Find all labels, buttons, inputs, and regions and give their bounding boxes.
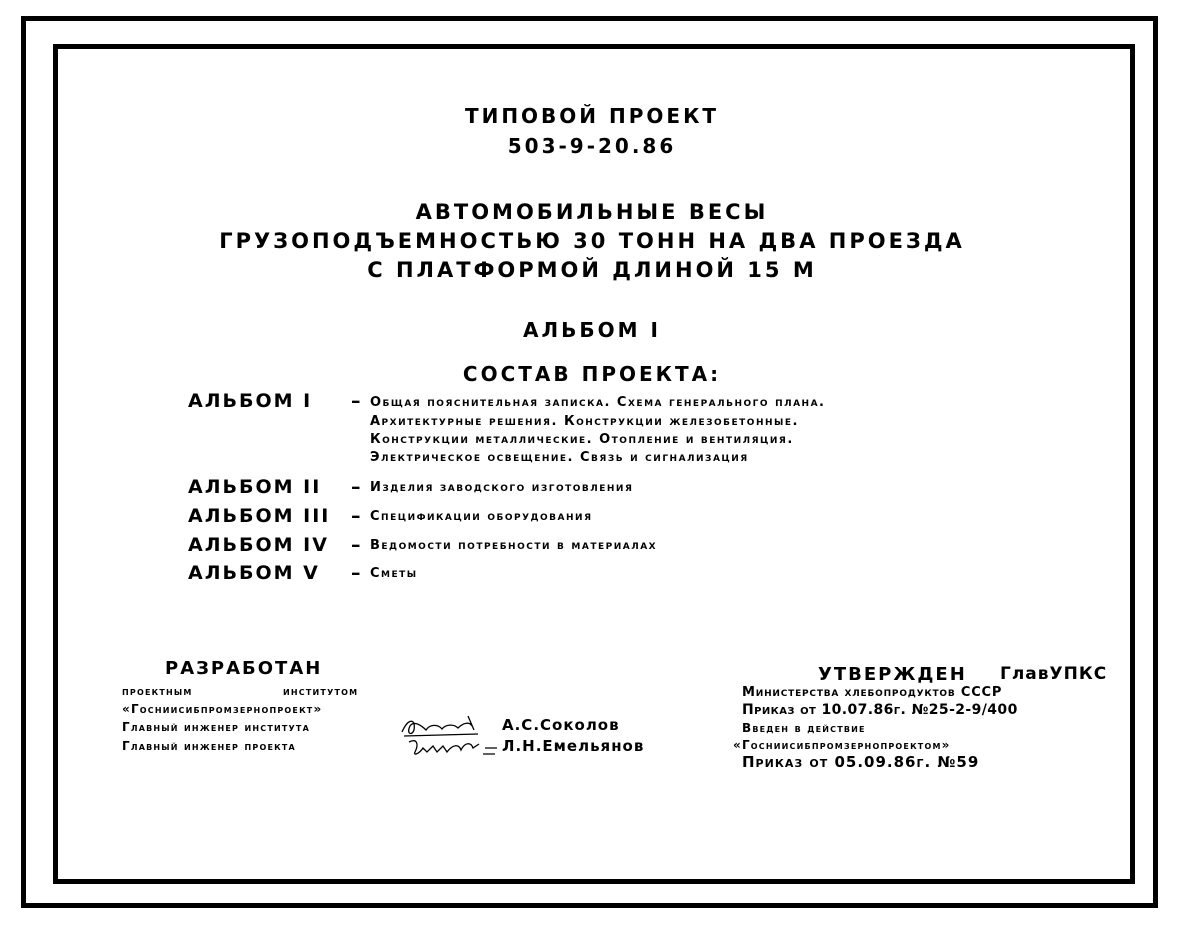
album-2-label: АЛЬБОМ II: [188, 476, 322, 498]
approved-order-2: Приказ от 05.09.86г. №59: [742, 753, 980, 771]
album-1-line-1: Общая пояснительная записка. Схема генерального плана.: [370, 395, 826, 410]
approved-heading: УТВЕРЖДЕН: [818, 664, 967, 685]
developed-line-1a: проектным: [122, 684, 193, 698]
approved-enacted-by: «Госниисибпромзернопроектом»: [733, 738, 951, 752]
album-2-dash: –: [351, 476, 363, 498]
album-1-line-2: Архитектурные решения. Конструкции железобетонные.: [370, 414, 799, 429]
header-line-1: ТИПОВОЙ ПРОЕКТ: [464, 104, 720, 128]
chief-engineer-project: Главный инженер проекта: [122, 739, 296, 753]
approved-enacted: Введен в действие: [742, 721, 866, 735]
approved-ministry: Министерства хлебопродуктов СССР: [742, 685, 1003, 700]
album-5-label: АЛЬБОМ V: [188, 562, 320, 584]
album-4-line-1: Ведомости потребности в материалах: [370, 538, 658, 553]
title-line-3: С ПЛАТФОРМОЙ ДЛИНОЙ 15 М: [367, 258, 817, 282]
approved-org: ГлавУПКС: [1000, 664, 1108, 684]
album-4-label: АЛЬБОМ IV: [188, 534, 329, 556]
album-5-line-1: Сметы: [370, 566, 418, 581]
album-5-dash: –: [351, 562, 363, 584]
chief-engineer-institute: Главный инженер института: [122, 720, 310, 734]
album-4-dash: –: [351, 534, 363, 556]
album-1-label: АЛЬБОМ I: [188, 390, 313, 412]
album-3-label: АЛЬБОМ III: [188, 505, 331, 527]
developed-heading: РАЗРАБОТАН: [165, 658, 323, 679]
developed-line-1b: институтом: [283, 684, 359, 698]
signer-2-name: Л.Н.Емельянов: [502, 737, 645, 755]
album-1-dash: –: [351, 390, 363, 412]
approved-order-1: Приказ от 10.07.86г. №25-2-9/400: [742, 702, 1018, 718]
signer-1-name: А.С.Соколов: [502, 716, 620, 734]
project-number: 503-9-20.86: [507, 134, 677, 158]
composition-heading: СОСТАВ ПРОЕКТА:: [462, 362, 722, 386]
title-line-2: ГРУЗОПОДЪЕМНОСТЬЮ 30 ТОНН НА ДВА ПРОЕЗДА: [219, 229, 965, 253]
title-line-1: АВТОМОБИЛЬНЫЕ ВЕСЫ: [415, 200, 769, 224]
developed-institute: «Госниисибпромзернопроект»: [122, 702, 323, 716]
album-3-line-1: Спецификации оборудования: [370, 509, 593, 524]
album-title: АЛЬБОМ I: [523, 318, 661, 342]
album-1-line-4: Электрическое освещение. Связь и сигнализация: [370, 450, 749, 465]
album-3-dash: –: [351, 505, 363, 527]
album-2-line-1: Изделия заводского изготовления: [370, 480, 634, 495]
signature-2: [405, 734, 501, 762]
album-1-line-3: Конструкции металлические. Отопление и вентиляция.: [370, 432, 794, 447]
